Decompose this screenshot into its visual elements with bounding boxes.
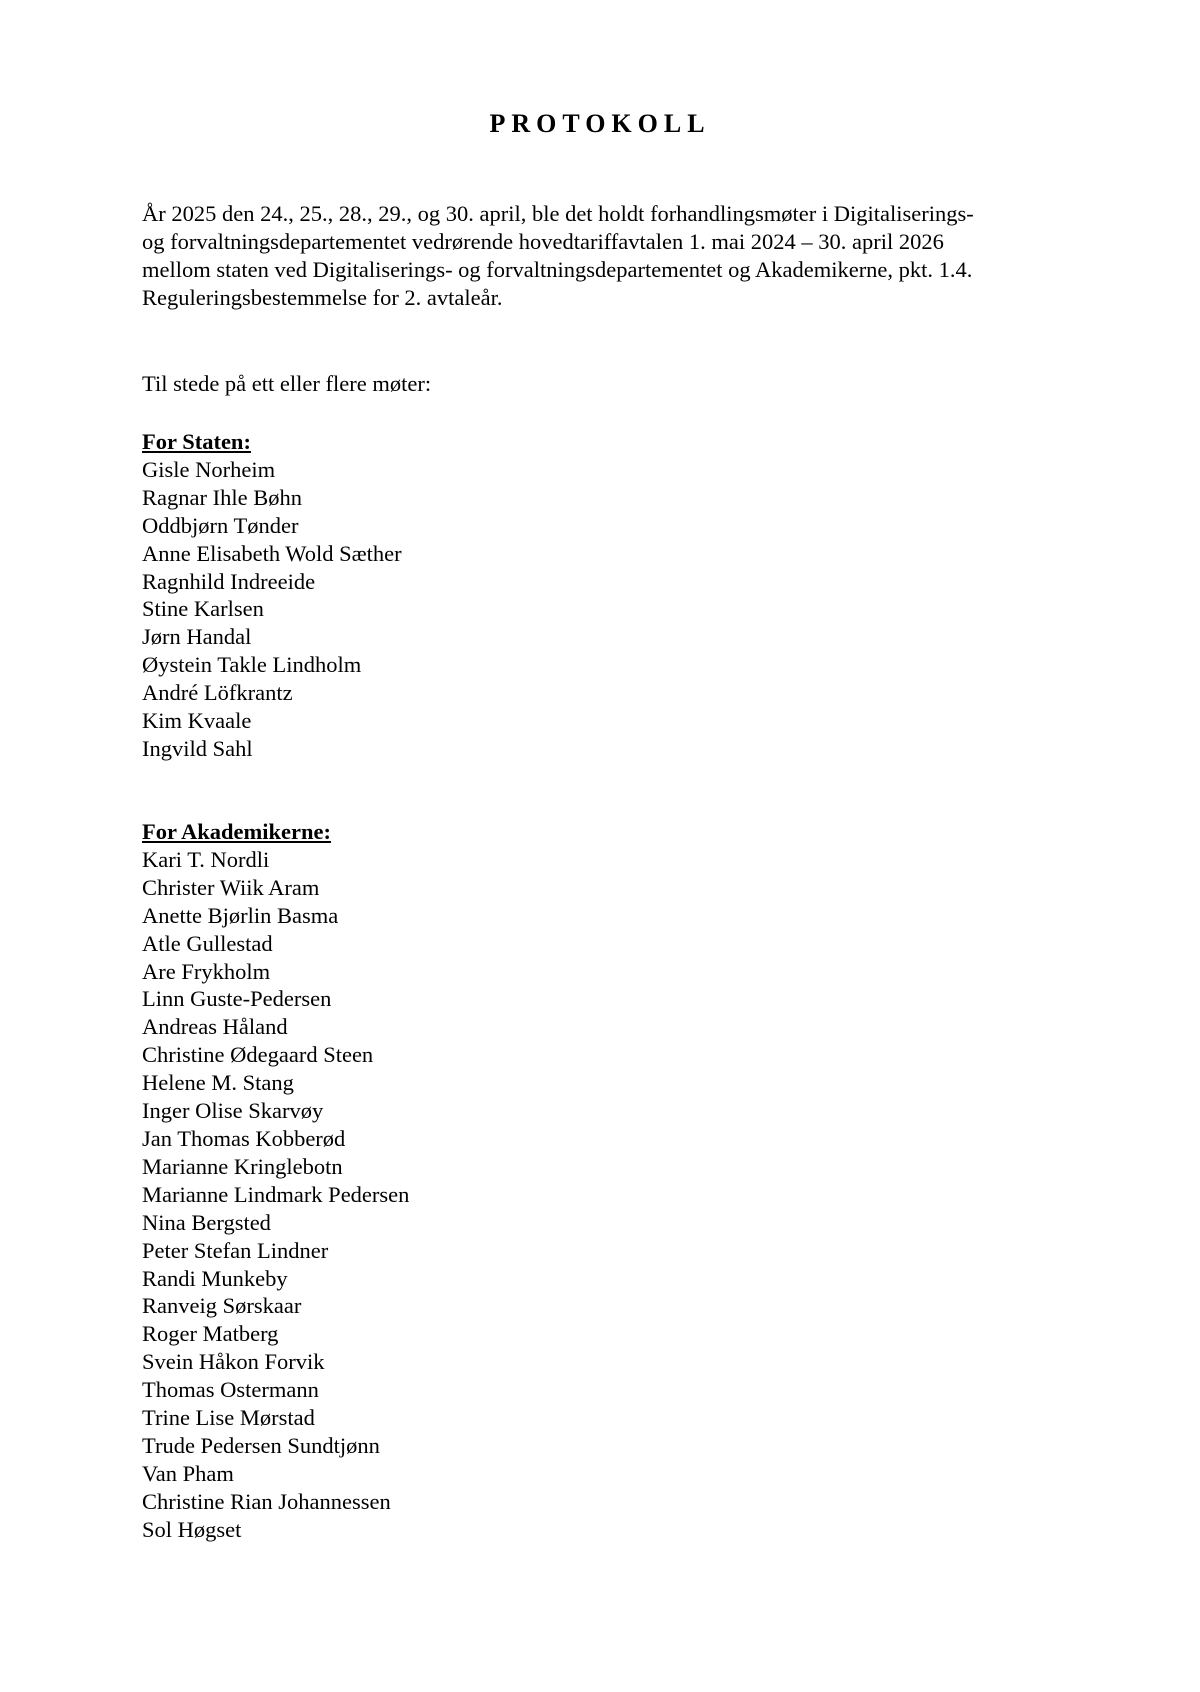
member-name: Van Pham <box>142 1460 234 1486</box>
member-name: Marianne Lindmark Pedersen <box>142 1181 410 1207</box>
member-name: Peter Stefan Lindner <box>142 1237 329 1263</box>
member-name: Randi Munkeby <box>142 1265 288 1291</box>
member-name: Anne Elisabeth Wold Sæther <box>142 540 402 566</box>
member-name: Inger Olise Skarvøy <box>142 1098 324 1124</box>
intro-line: og forvaltningsdepartementet vedrørende hovedtariffavtalen 1. mai 2024 – 30. april 2026 <box>142 229 944 254</box>
member-name: André Löfkrantz <box>142 680 293 706</box>
member-name: Ranveig Sørskaar <box>142 1293 302 1319</box>
member-name: Jørn Handal <box>142 624 252 650</box>
intro-line: mellom staten ved Digitaliserings- og forvaltningsdepartementet og Akademikerne, pkt. 1.4. <box>142 257 973 282</box>
member-name: Jan Thomas Kobberød <box>142 1125 346 1151</box>
member-name: Andreas Håland <box>142 1014 288 1040</box>
member-name: Øystein Takle Lindholm <box>142 652 362 678</box>
member-name: Christine Rian Johannessen <box>142 1488 391 1514</box>
member-name: Anette Bjørlin Basma <box>142 902 339 928</box>
member-name: Gisle Norheim <box>142 456 276 482</box>
member-name: Linn Guste-Pedersen <box>142 986 332 1012</box>
member-name: Helene M. Stang <box>142 1070 294 1096</box>
member-name: Christer Wiik Aram <box>142 874 320 900</box>
member-name: Ingvild Sahl <box>142 735 253 761</box>
member-name: Trude Pedersen Sundtjønn <box>142 1432 380 1458</box>
staten-section <box>142 428 402 763</box>
member-name: Ragnar Ihle Bøhn <box>142 484 302 510</box>
intro-line: Reguleringsbestemmelse for 2. avtaleår. <box>142 285 503 310</box>
member-name: Christine Ødegaard Steen <box>142 1042 374 1068</box>
member-name: Svein Håkon Forvik <box>142 1349 325 1375</box>
member-name: Ragnhild Indreeide <box>142 568 316 594</box>
staten-heading: For Staten: <box>142 429 251 454</box>
member-name: Trine Lise Mørstad <box>142 1405 315 1431</box>
member-name: Marianne Kringlebotn <box>142 1153 343 1179</box>
member-name: Roger Matberg <box>142 1321 279 1347</box>
member-name: Sol Høgset <box>142 1516 242 1542</box>
member-name: Nina Bergsted <box>142 1209 271 1235</box>
member-name: Are Frykholm <box>142 958 271 984</box>
intro-paragraph <box>142 200 1082 312</box>
present-label: Til stede på ett eller flere møter: <box>142 371 432 396</box>
member-name: Oddbjørn Tønder <box>142 512 299 538</box>
akademikerne-member-list <box>142 846 409 1544</box>
member-name: Thomas Ostermann <box>142 1377 319 1403</box>
akademikerne-section <box>142 818 409 1544</box>
staten-member-list <box>142 456 402 763</box>
member-name: Kari T. Nordli <box>142 846 270 872</box>
akademikerne-heading: For Akademikerne: <box>142 819 331 844</box>
member-name: Atle Gullestad <box>142 930 273 956</box>
member-name: Kim Kvaale <box>142 708 252 734</box>
member-name: Stine Karlsen <box>142 596 264 622</box>
document-title: PROTOKOLL <box>489 109 711 138</box>
intro-line: År 2025 den 24., 25., 28., 29., og 30. april, ble det holdt forhandlingsmøter i Digitaliserings- <box>142 201 974 226</box>
